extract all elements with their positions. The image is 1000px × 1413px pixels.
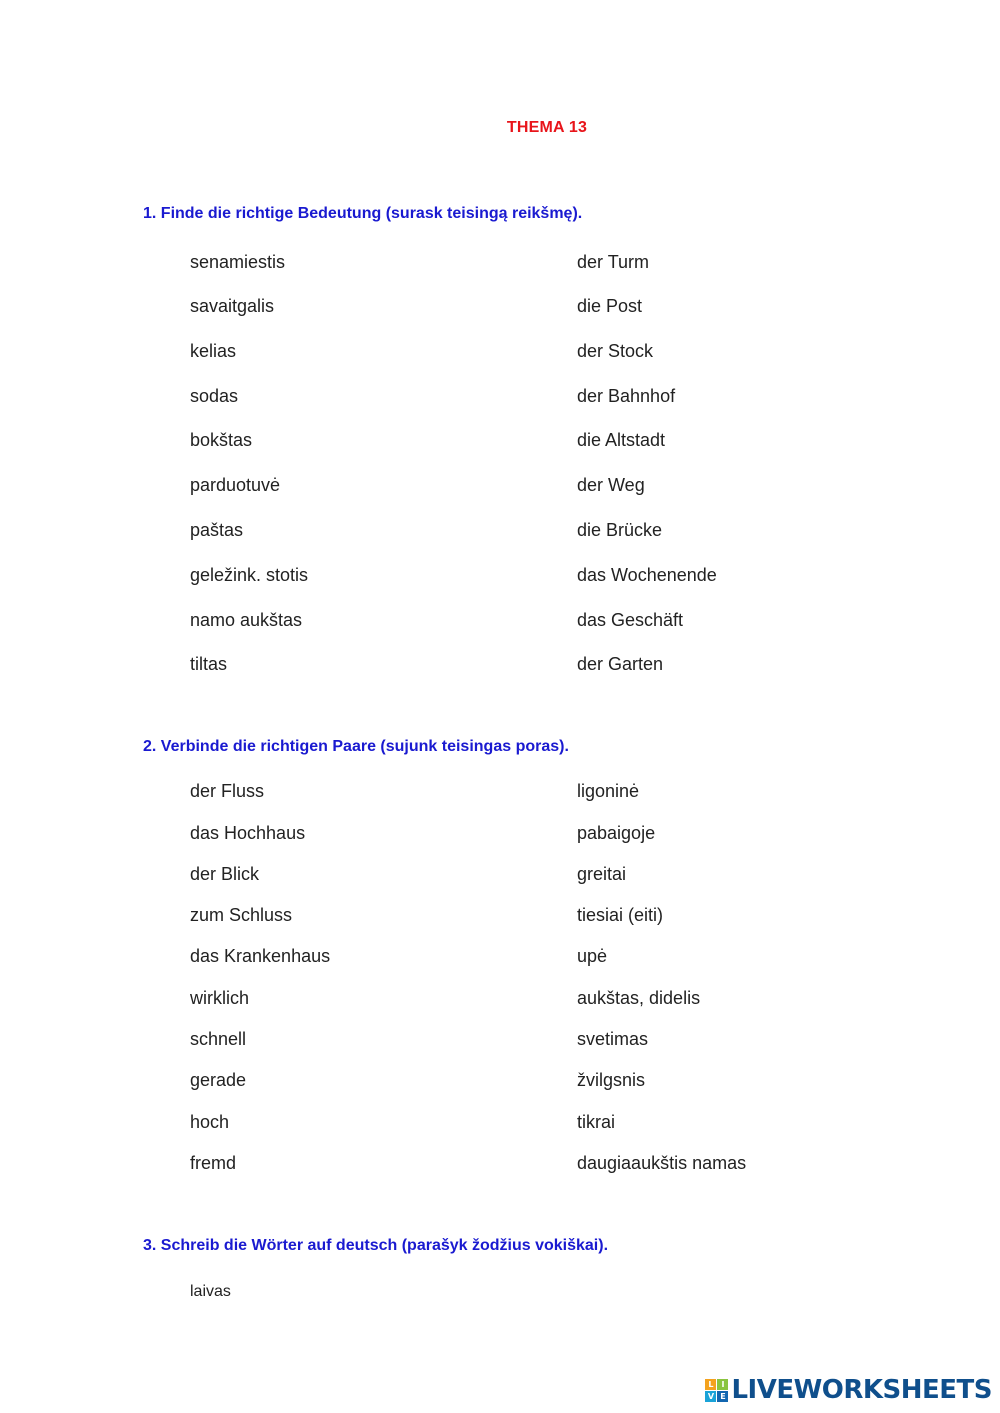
section-1-left-word: sodas bbox=[190, 386, 239, 406]
section-2-right-word[interactable]: ligoninė bbox=[577, 781, 640, 801]
section-2-right-word[interactable]: žvilgsnis bbox=[577, 1070, 646, 1090]
logo-letter: L bbox=[705, 1379, 716, 1390]
section-1-left-word: bokštas bbox=[190, 430, 253, 450]
section-1-right-word[interactable]: die Altstadt bbox=[577, 430, 666, 450]
section-1-right-word[interactable]: das Wochenende bbox=[577, 565, 717, 585]
section-1-right-word[interactable]: der Bahnhof bbox=[577, 386, 676, 406]
section-2-left-word[interactable]: der Blick bbox=[190, 864, 260, 884]
section-1-right-word[interactable]: das Geschäft bbox=[577, 610, 684, 630]
section-2-left-word[interactable]: schnell bbox=[190, 1029, 247, 1049]
section-1-right-word[interactable]: die Post bbox=[577, 296, 643, 316]
section-2-left-word[interactable]: das Hochhaus bbox=[190, 823, 306, 843]
liveworksheets-brand bbox=[705, 1376, 992, 1404]
section-2-right-word[interactable]: daugiaaukštis namas bbox=[577, 1153, 747, 1173]
section-1-left-word: paštas bbox=[190, 520, 244, 540]
logo-letter: V bbox=[705, 1391, 716, 1402]
logo-letter: I bbox=[717, 1379, 728, 1390]
section-2-right-word[interactable]: svetimas bbox=[577, 1029, 649, 1049]
section-2-right-word[interactable]: pabaigoje bbox=[577, 823, 656, 843]
section-2-left-word[interactable]: hoch bbox=[190, 1112, 230, 1132]
section-2-right-word[interactable]: upė bbox=[577, 946, 608, 966]
liveworksheets-logo-icon bbox=[705, 1379, 728, 1402]
section-2-right-word[interactable]: tiesiai (eiti) bbox=[577, 905, 664, 925]
section-2-left-word[interactable]: zum Schluss bbox=[190, 905, 293, 925]
section-2-left-word[interactable]: der Fluss bbox=[190, 781, 265, 801]
section-2-left-word[interactable]: gerade bbox=[190, 1070, 247, 1090]
section-1-left-word: savaitgalis bbox=[190, 296, 275, 316]
section-3-heading: 3. Schreib die Wörter auf deutsch (parašyk žodžius vokiškai). bbox=[143, 1237, 609, 1254]
section-2-left-word[interactable]: fremd bbox=[190, 1153, 237, 1173]
section-1-left-word: kelias bbox=[190, 341, 237, 361]
section-1-right-word[interactable]: der Turm bbox=[577, 252, 650, 272]
section-2-right-word[interactable]: aukštas, didelis bbox=[577, 988, 701, 1008]
section-1-left-word: senamiestis bbox=[190, 252, 286, 272]
section-1-right-word[interactable]: der Garten bbox=[577, 654, 664, 674]
section-1-left-word: namo aukštas bbox=[190, 610, 303, 630]
section-1-heading: 1. Finde die richtige Bedeutung (surask teisingą reikšmę). bbox=[143, 205, 583, 222]
section-1-right-word[interactable]: der Stock bbox=[577, 341, 654, 361]
liveworksheets-wordmark: LIVEWORKSHEETS bbox=[731, 1375, 992, 1405]
section-2-right-word[interactable]: greitai bbox=[577, 864, 627, 884]
section-1-left-word: geležink. stotis bbox=[190, 565, 309, 585]
section-2-left-word[interactable]: das Krankenhaus bbox=[190, 946, 331, 966]
section-1-right-word[interactable]: die Brücke bbox=[577, 520, 663, 540]
section-2-left-word[interactable]: wirklich bbox=[190, 988, 250, 1008]
section-2-right-word[interactable]: tikrai bbox=[577, 1112, 616, 1132]
logo-letter: E bbox=[717, 1391, 728, 1402]
section-2-heading: 2. Verbinde die richtigen Paare (sujunk teisingas poras). bbox=[143, 738, 569, 755]
page-title: THEMA 13 bbox=[506, 119, 588, 136]
section-3-word: laivas bbox=[190, 1283, 231, 1300]
section-1-right-word[interactable]: der Weg bbox=[577, 475, 645, 495]
section-1-left-word: parduotuvė bbox=[190, 475, 281, 495]
section-1-left-word: tiltas bbox=[190, 654, 228, 674]
